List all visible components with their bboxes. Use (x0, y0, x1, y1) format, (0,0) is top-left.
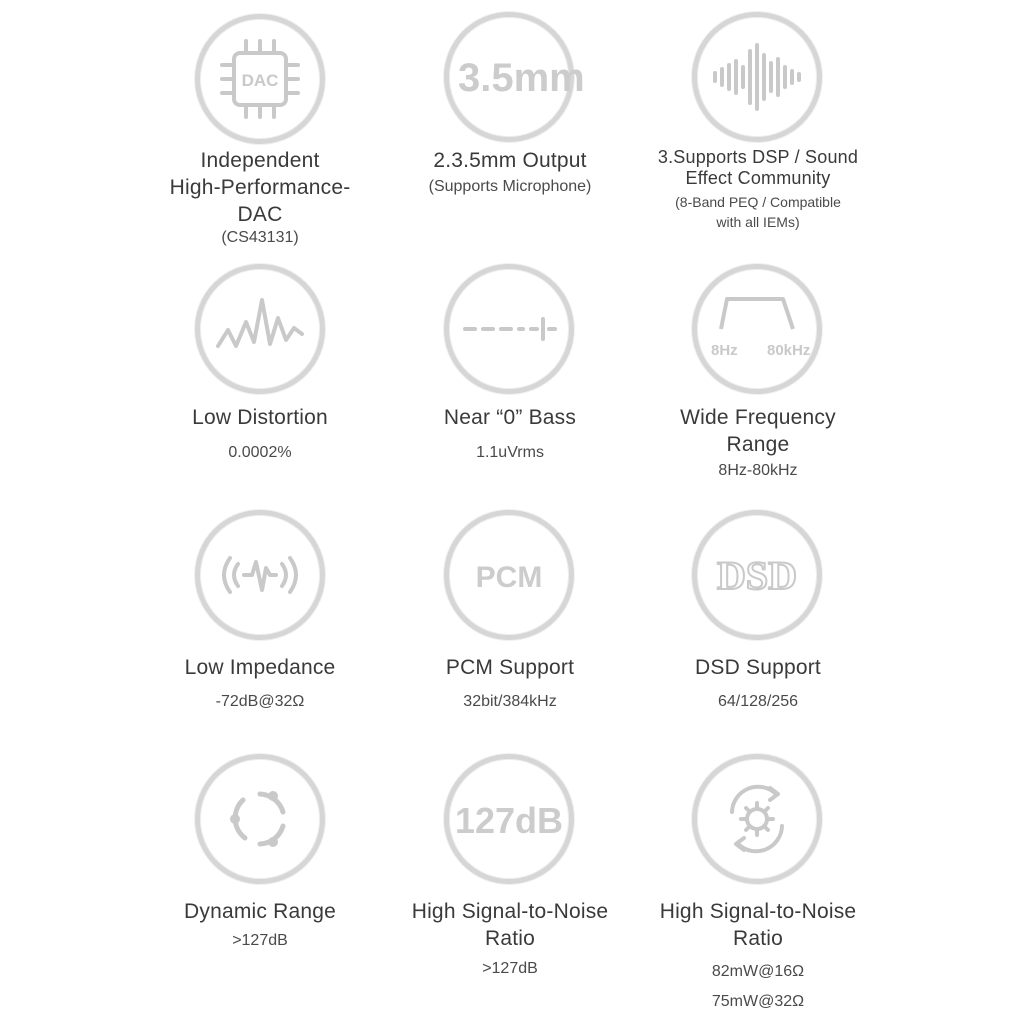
feature-subtitle-dynamic: >127dB (232, 932, 288, 949)
feature-subtitle-frequency: 8Hz-80kHz (718, 462, 798, 479)
feature-subtitle-output: (Supports Microphone) (428, 178, 592, 195)
feature-title-distortion: Low Distortion (192, 406, 328, 429)
feature-title-snr: High Signal-to-Noise Ratio (411, 900, 609, 950)
feature-subtitle-distortion: 0.0002% (228, 444, 292, 461)
feature-title-power: High Signal-to-Noise Ratio (659, 900, 857, 950)
feature-title-pcm: PCM Support (445, 656, 575, 679)
dsd-icon-label: DSD (716, 553, 798, 598)
dynamic-range-icon (195, 754, 325, 884)
gear-cycle-icon (692, 754, 822, 884)
frequency-range-icon (692, 264, 822, 394)
feature-subtitle-pcm: 32bit/384kHz (463, 693, 557, 710)
feature-title-dsd: DSD Support (695, 656, 821, 679)
feature-title-dac: Independent High-Performance- DAC (169, 149, 351, 226)
dsd-icon (692, 510, 822, 640)
jack-3-5mm-icon (444, 12, 585, 142)
feature-subtitle-dac: (CS43131) (221, 229, 299, 246)
feature-title-frequency: Wide Frequency Range (680, 406, 836, 456)
pcm-icon-label: PCM (475, 561, 543, 594)
feature-title-impedance: Low Impedance (184, 656, 336, 679)
feature-subtitle-bass: 1.1uVrms (476, 444, 544, 461)
frequency-high-label: 80kHz (767, 342, 811, 359)
feature-subtitle-power: 82mW@16Ω 75mW@32Ω (711, 963, 805, 1010)
output-icon-label: 3.5mm (458, 56, 585, 100)
dashed-line-icon (444, 264, 574, 394)
feature-subtitle-snr: >127dB (482, 960, 538, 977)
dac-icon-label: DAC (241, 71, 279, 90)
pcm-icon (444, 510, 574, 640)
dac-chip-icon (195, 14, 325, 144)
frequency-low-label: 8Hz (711, 342, 738, 359)
feature-title-dsp: 3.Supports DSP / Sound Effect Community (657, 147, 859, 188)
feature-subtitle-dsp: (8-Band PEQ / Compatible with all IEMs) (675, 194, 841, 230)
sound-wave-icon (692, 12, 822, 142)
snr-icon-label: 127dB (454, 800, 564, 841)
feature-subtitle-dsd: 64/128/256 (717, 693, 799, 710)
impedance-wave-icon (195, 510, 325, 640)
distortion-wave-icon (195, 264, 325, 394)
feature-subtitle-impedance: -72dB@32Ω (215, 693, 305, 710)
feature-title-bass: Near “0” Bass (443, 406, 577, 429)
feature-title-dynamic: Dynamic Range (184, 900, 336, 923)
feature-title-output: 2.3.5mm Output (433, 149, 587, 172)
snr-127db-icon (444, 754, 574, 884)
